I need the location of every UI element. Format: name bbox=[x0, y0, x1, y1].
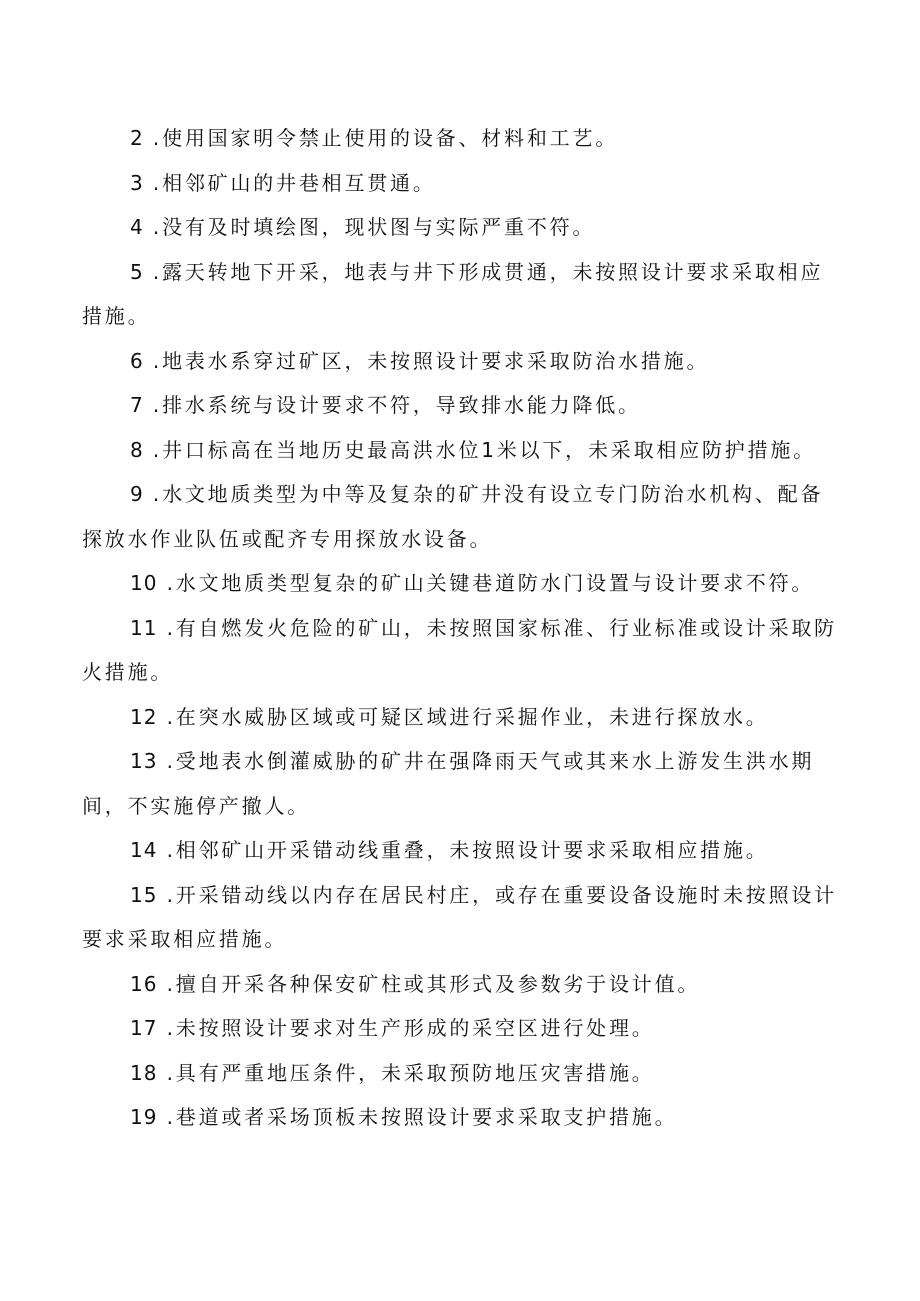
item-number: 2 bbox=[130, 126, 144, 150]
list-item: 2 .使用国家明令禁止使用的设备、材料和工艺。 bbox=[130, 126, 619, 150]
item-number: 4 bbox=[130, 215, 144, 239]
list-item: 13 .受地表水倒灌威胁的矿井在强降雨天气或其来水上游发生洪水期间，不实施停产撤人。 bbox=[82, 749, 815, 818]
item-list bbox=[82, 116, 842, 1140]
item-text: 使用国家明令禁止使用的设备、材料和工艺。 bbox=[162, 126, 619, 150]
list-item: 5 .露天转地下开采，地表与井下形成贯通，未按照设计要求采取相应措施。 bbox=[82, 259, 824, 328]
item-text: 在突水威胁区域或可疑区域进行采掘作业，未进行探放水。 bbox=[175, 704, 769, 729]
list-item: 17 .未按照设计要求对生产形成的采空区进行处理。 bbox=[130, 1016, 655, 1040]
item-text: 巷道或者采场顶板未按照设计要求采取支护措施。 bbox=[175, 1105, 678, 1129]
list-item: 16 .擅自开采各种保安矿柱或其形式及参数劣于设计值。 bbox=[130, 971, 701, 996]
item-number: 5 bbox=[130, 259, 144, 284]
item-text: 未按照设计要求对生产形成的采空区进行处理。 bbox=[175, 1016, 655, 1040]
item-number: 10 bbox=[130, 571, 158, 595]
list-item: 9 .水文地质类型为中等及复杂的矿井没有设立专门防治水机构、配备探放水作业队伍或配齐专用探放水设备。 bbox=[82, 482, 824, 551]
item-text: 相邻矿山开采错动线重叠，未按照设计要求采取相应措施。 bbox=[175, 838, 769, 862]
item-number: 17 bbox=[130, 1016, 158, 1040]
item-number: 9 bbox=[130, 482, 144, 506]
item-number: 7 bbox=[130, 393, 144, 417]
item-number: 12 bbox=[130, 704, 158, 729]
list-item: 11 .有自燃发火危险的矿山，未按照国家标准、行业标准或设计采取防火措施。 bbox=[82, 615, 837, 684]
list-item: 15 .开采错动线以内存在居民村庄，或存在重要设备设施时未按照设计要求采取相应措施。 bbox=[82, 882, 837, 951]
item-text: 水文地质类型复杂的矿山关键巷道防水门设置与设计要求不符。 bbox=[175, 571, 815, 595]
item-text: 排水系统与设计要求不符，导致排水能力降低。 bbox=[162, 393, 641, 417]
list-item: 14 .相邻矿山开采错动线重叠，未按照设计要求采取相应措施。 bbox=[130, 838, 769, 862]
list-item: 18 .具有严重地压条件，未采取预防地压灾害措施。 bbox=[130, 1060, 655, 1085]
item-text: 露天转地下开采，地表与井下形成贯通，未按照设计要求采取相应措施。 bbox=[82, 259, 824, 328]
item-number: 14 bbox=[130, 838, 158, 862]
item-text: 受地表水倒灌威胁的矿井在强降雨天气或其来水上游发生洪水期间，不实施停产撤人。 bbox=[82, 749, 815, 818]
item-number: 11 bbox=[130, 615, 158, 640]
item-text: 相邻矿山的井巷相互贯通。 bbox=[162, 170, 436, 195]
list-item: 12 .在突水威胁区域或可疑区域进行采掘作业，未进行探放水。 bbox=[130, 704, 769, 729]
item-number: 3 bbox=[130, 170, 144, 195]
item-number: 19 bbox=[130, 1105, 158, 1129]
item-number: 18 bbox=[130, 1060, 158, 1085]
list-item: 10 .水文地质类型复杂的矿山关键巷道防水门设置与设计要求不符。 bbox=[130, 571, 815, 595]
item-number: 6 bbox=[130, 348, 144, 373]
list-item: 3 .相邻矿山的井巷相互贯通。 bbox=[130, 170, 436, 195]
item-number: 15 bbox=[130, 882, 158, 907]
item-text: 地表水系穿过矿区，未按照设计要求采取防治水措施。 bbox=[162, 348, 710, 373]
list-item: 8 .井口标高在当地历史最高洪水位1米以下，未采取相应防护措施。 bbox=[130, 437, 816, 462]
item-text: 有自燃发火危险的矿山，未按照国家标准、行业标准或设计采取防火措施。 bbox=[82, 615, 837, 684]
list-item: 7 .排水系统与设计要求不符，导致排水能力降低。 bbox=[130, 393, 641, 417]
item-text: 井口标高在当地历史最高洪水位1米以下，未采取相应防护措施。 bbox=[162, 437, 816, 462]
item-number: 13 bbox=[130, 749, 158, 773]
item-text: 水文地质类型为中等及复杂的矿井没有设立专门防治水机构、配备探放水作业队伍或配齐专用探放水设备。 bbox=[82, 482, 824, 551]
item-text: 擅自开采各种保安矿柱或其形式及参数劣于设计值。 bbox=[175, 971, 701, 996]
item-text: 具有严重地压条件，未采取预防地压灾害措施。 bbox=[175, 1060, 655, 1085]
item-number: 8 bbox=[130, 437, 144, 462]
list-item: 4 .没有及时填绘图，现状图与实际严重不符。 bbox=[130, 215, 596, 239]
list-item: 19 .巷道或者采场顶板未按照设计要求采取支护措施。 bbox=[130, 1105, 678, 1129]
item-number: 16 bbox=[130, 971, 158, 996]
item-text: 开采错动线以内存在居民村庄，或存在重要设备设施时未按照设计要求采取相应措施。 bbox=[82, 882, 837, 951]
list-item: 6 .地表水系穿过矿区，未按照设计要求采取防治水措施。 bbox=[130, 348, 710, 373]
item-text: 没有及时填绘图，现状图与实际严重不符。 bbox=[162, 215, 596, 239]
